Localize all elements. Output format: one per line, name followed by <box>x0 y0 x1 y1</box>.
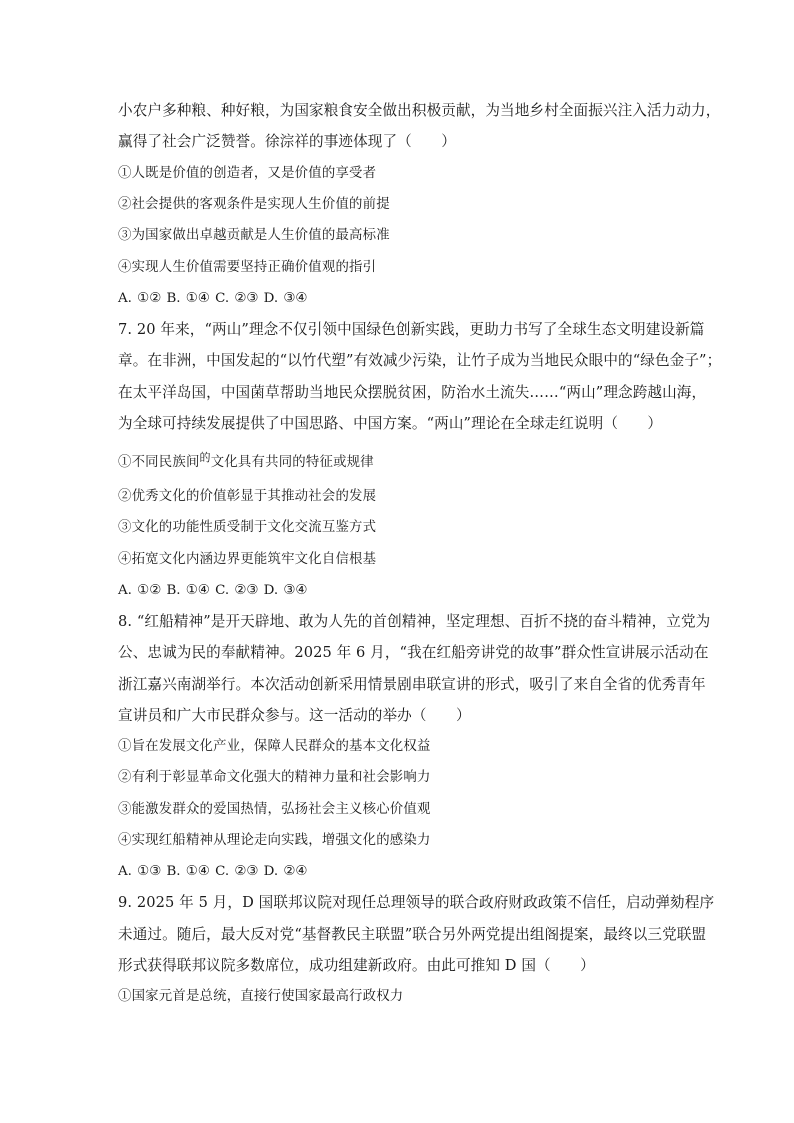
q7-option-1 <box>118 451 374 470</box>
q8-stem-line-3: 浙江嘉兴南湖举行。本次活动创新采用情景剧串联宣讲的形式，吸引了来自全省的优秀青年 <box>118 676 706 693</box>
q7-option-2: ②优秀文化的价值彰显于其推动社会的发展 <box>118 489 377 504</box>
q6-answer-choices: A. ①② B. ①④ C. ②③ D. ③④ <box>118 291 308 306</box>
q8-stem-line-4: 宣讲员和广大市民群众参与。这一活动的举办（ ） <box>118 707 471 724</box>
q7-option-1-text-b: 文化具有共同的特征或规律 <box>210 455 374 470</box>
q6-option-1: ①人既是价值的创造者，又是价值的享受者 <box>118 166 377 181</box>
q8-stem-line-2: 公、忠诚为民的奉献精神。2025 年 6 月，“我在红船旁讲党的故事”群众性宣讲展示活动在 <box>118 644 709 661</box>
q7-stem-line-1: 7. 20 年来，“两山”理念不仅引领中国绿色创新实践，更助力书写了全球生态文明建设新篇 <box>118 321 705 338</box>
q8-answer-choices: A. ①③ B. ①④ C. ②③ D. ②④ <box>118 864 308 879</box>
q7-option-4: ④拓宽文化内涵边界更能筑牢文化自信根基 <box>118 552 377 567</box>
q9-option-1: ①国家元首是总统，直接行使国家最高行政权力 <box>118 989 404 1004</box>
q6-stem-line-2: 赢得了社会广泛赞誉。徐淙祥的事迹体现了（ ） <box>118 133 456 150</box>
q9-stem-line-2: 未通过。随后，最大反对党“基督教民主联盟”联合另外两党提出组阁提案，最终以三党联盟 <box>118 926 707 943</box>
q6-option-2: ②社会提供的客观条件是实现人生价值的前提 <box>118 197 390 212</box>
q7-option-3: ③文化的功能性质受制于文化交流互鉴方式 <box>118 520 377 535</box>
q8-option-4: ④实现红船精神从理论走向实践，增强文化的感染力 <box>118 833 431 848</box>
q6-stem-line-1: 小农户多种粮、种好粮，为国家粮食安全做出积极贡献，为当地乡村全面振兴注入活力动力， <box>118 102 721 119</box>
q8-option-2: ②有利于彰显革命文化强大的精神力量和社会影响力 <box>118 770 431 785</box>
q6-option-3: ③为国家做出卓越贡献是人生价值的最高标准 <box>118 228 390 243</box>
q7-option-1-text-a: ①不同民族间 <box>118 455 200 470</box>
q7-option-1-superscript: 的 <box>199 451 211 464</box>
q7-stem-line-2: 章。在非洲，中国发起的“以竹代塑”有效减少污染，让竹子成为当地民众眼中的“绿色金子”； <box>118 352 722 369</box>
q6-option-4: ④实现人生价值需要坚持正确价值观的指引 <box>118 260 377 275</box>
q7-stem-line-4: 为全球可持续发展提供了中国思路、中国方案。“两山”理论在全球走红说明（ ） <box>118 415 663 432</box>
q8-option-3: ③能激发群众的爱国热情，弘扬社会主义核心价值观 <box>118 802 431 817</box>
q9-stem-line-3: 形式获得联邦议院多数席位，成功组建新政府。由此可推知 D 国（ ） <box>118 957 595 974</box>
q7-answer-choices: A. ①② B. ①④ C. ②③ D. ③④ <box>118 583 308 598</box>
q9-stem-line-1: 9. 2025 年 5 月，D 国联邦议院对现任总理领导的联合政府财政政策不信任，启动弹劾程序 <box>118 894 715 911</box>
q7-stem-line-3: 在太平洋岛国，中国菌草帮助当地民众摆脱贫困，防治水土流失……“两山”理念跨越山海， <box>118 384 707 401</box>
q8-stem-line-1: 8. “红船精神”是开天辟地、敢为人先的首创精神，坚定理想、百折不挠的奋斗精神，立党为 <box>118 613 711 630</box>
q8-option-1: ①旨在发展文化产业，保障人民群众的基本文化权益 <box>118 739 431 754</box>
